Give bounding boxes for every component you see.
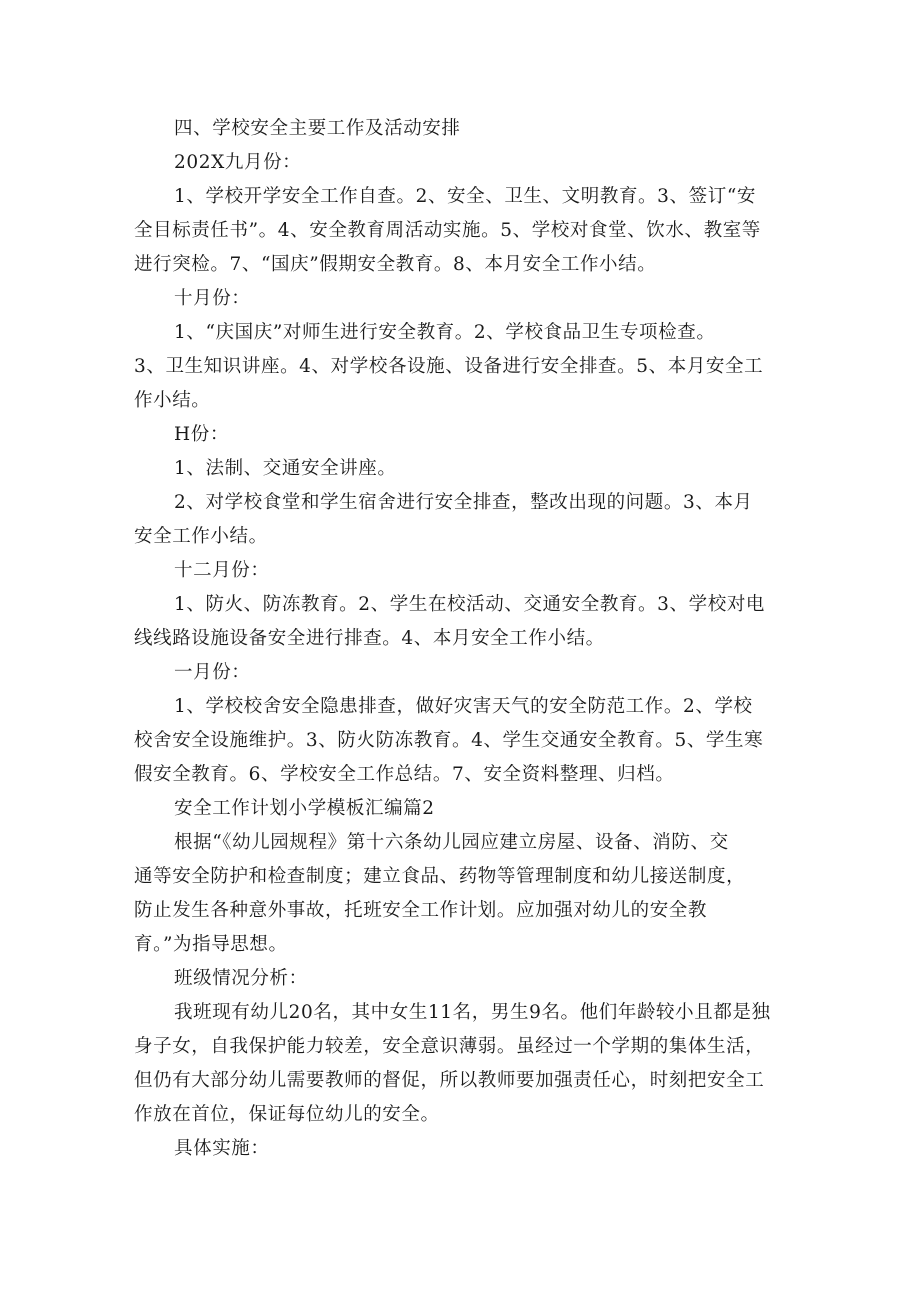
paragraph-line: 进行突检。7、“国庆”假期安全教育。8、本月安全工作小结。 — [134, 254, 657, 275]
paragraph-line: 通等安全防护和检查制度；建立食品、药物等管理制度和幼儿接送制度， — [134, 866, 746, 887]
paragraph-line: 1、防火、防冻教育。2、学生在校活动、交通安全教育。3、学校对电 — [174, 594, 766, 615]
section-title-part-2: 安全工作计划小学模板汇编篇2 — [174, 798, 435, 819]
paragraph-line: 根据“《幼儿园规程》第十六条幼儿园应建立房屋、设备、消防、交 — [174, 832, 729, 853]
month-heading-october: 十月份： — [174, 288, 251, 309]
paragraph-line: 1、学校校舍安全隐患排查，做好灾害天气的安全防范工作。2、学校 — [174, 696, 753, 717]
paragraph-line: 身子女，自我保护能力较差，安全意识薄弱。虽经过一个学期的集体生活， — [134, 1036, 765, 1057]
paragraph-line: 但仍有大部分幼儿需要教师的督促，所以教师要加强责任心，时刻把安全工 — [134, 1070, 765, 1091]
month-heading-december: 十二月份： — [174, 560, 270, 581]
paragraph-line: 1、法制、交通安全讲座。 — [174, 458, 397, 479]
paragraph-line: 2、对学校食堂和学生宿舍进行安全排查，整改出现的问题。3、本月 — [174, 492, 753, 513]
month-heading-november: H份： — [174, 424, 229, 445]
paragraph-line: 安全工作小结。 — [134, 526, 268, 547]
paragraph-line: 校舍安全设施维护。3、防火防冻教育。4、学生交通安全教育。5、学生寒 — [134, 730, 764, 751]
paragraph-line: 1、“庆国庆”对师生进行安全教育。2、学校食品卫生专项检查。 — [174, 322, 716, 343]
month-heading-january: 一月份： — [174, 662, 251, 683]
month-heading-september: 202X九月份： — [174, 152, 302, 173]
heading-implementation: 具体实施： — [174, 1138, 270, 1159]
document-page — [134, 112, 790, 1166]
paragraph-line: 我班现有幼儿20名，其中女生11名，男生9名。他们年龄较小且都是独 — [174, 1002, 771, 1023]
paragraph-line: 线线路设施设备安全进行排查。4、本月安全工作小结。 — [134, 628, 605, 649]
paragraph-line: 全目标责任书”。4、安全教育周活动实施。5、学校对食堂、饮水、教室等 — [134, 220, 761, 241]
heading-class-analysis: 班级情况分析： — [174, 968, 308, 989]
paragraph-line: 假安全教育。6、学校安全工作总结。7、安全资料整理、归档。 — [134, 764, 675, 785]
paragraph-line: 作小结。 — [134, 390, 211, 411]
paragraph-line: 育。”为指导思想。 — [134, 934, 288, 955]
paragraph-line: 防止发生各种意外事故，托班安全工作计划。应加强对幼儿的安全教 — [134, 900, 708, 921]
paragraph-line: 1、学校开学安全工作自查。2、安全、卫生、文明教育。3、签订“安 — [174, 186, 756, 207]
heading-section-four: 四、学校安全主要工作及活动安排 — [174, 118, 461, 139]
paragraph-line: 作放在首位，保证每位幼儿的安全。 — [134, 1104, 440, 1125]
paragraph-line: 3、卫生知识讲座。4、对学校各设施、设备进行安全排查。5、本月安全工 — [134, 356, 764, 377]
